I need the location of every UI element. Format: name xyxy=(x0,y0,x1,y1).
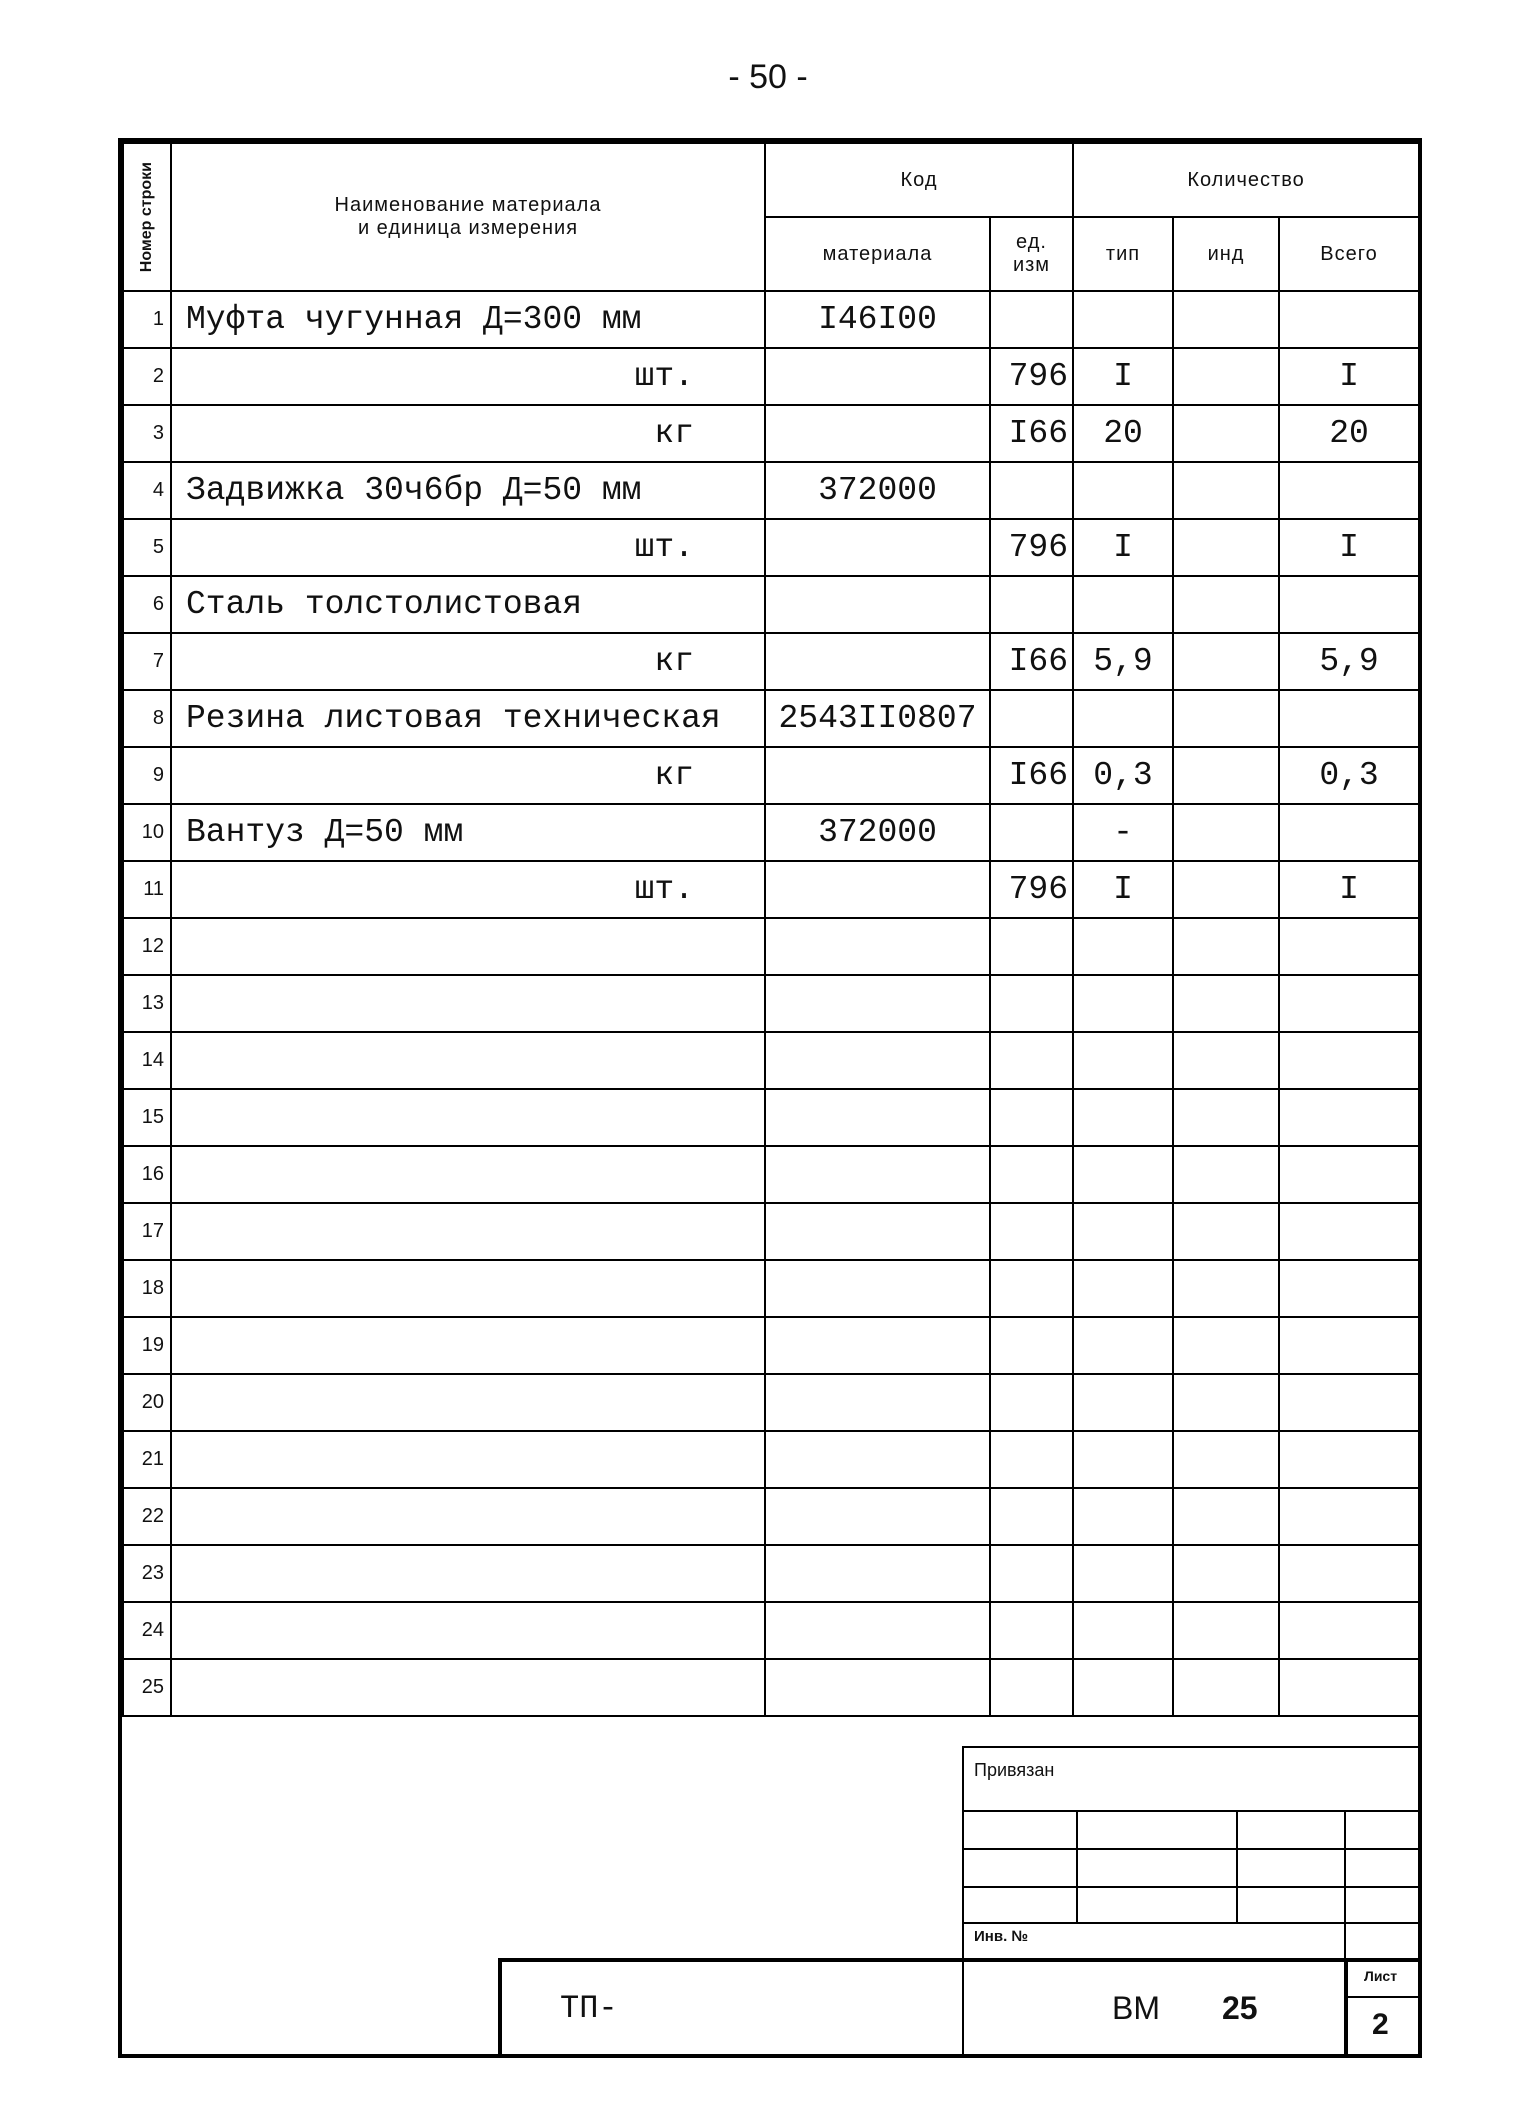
table-row xyxy=(123,918,1419,975)
table-body xyxy=(123,291,1419,1716)
unit-code-cell xyxy=(990,1089,1073,1146)
qty-type-cell xyxy=(1073,291,1173,348)
code-header: Код xyxy=(765,143,1073,217)
name-header-line1: Наименование материала xyxy=(334,194,602,216)
material-name-cell xyxy=(171,1032,765,1089)
unit-code-cell: 796 xyxy=(990,348,1073,405)
unit-of-measure: шт. xyxy=(634,871,694,908)
unit-of-measure: кг xyxy=(654,643,694,680)
linked-label: Привязан xyxy=(974,1760,1055,1780)
qty-type-cell xyxy=(1073,576,1173,633)
material-name-cell xyxy=(171,804,765,861)
qty-ind-cell xyxy=(1173,1203,1279,1260)
grid-hline-1 xyxy=(962,1848,1422,1850)
qty-type-cell: I xyxy=(1073,861,1173,918)
material-name-cell xyxy=(171,1545,765,1602)
qty-ind-cell xyxy=(1173,1431,1279,1488)
material-code-cell xyxy=(765,1545,990,1602)
qty-total-cell xyxy=(1279,1431,1419,1488)
material-name-cell xyxy=(171,1203,765,1260)
qty-total-cell: 0,3 xyxy=(1279,747,1419,804)
material-name-cell xyxy=(171,1146,765,1203)
qty-total-cell: 5,9 xyxy=(1279,633,1419,690)
qty-ind-cell xyxy=(1173,1602,1279,1659)
qty-total-cell xyxy=(1279,1089,1419,1146)
unit-code-header-line2: изм xyxy=(1012,254,1051,276)
row-number-cell: 1 xyxy=(123,291,171,348)
row-number-cell: 3 xyxy=(123,405,171,462)
unit-code-cell: I66 xyxy=(990,747,1073,804)
row-number-label: Номер строки xyxy=(138,161,155,273)
row-number-cell: 18 xyxy=(123,1260,171,1317)
row-number-cell: 21 xyxy=(123,1431,171,1488)
material-code-cell: 2543II0807 xyxy=(765,690,990,747)
qty-type-cell xyxy=(1073,1260,1173,1317)
unit-code-cell xyxy=(990,1602,1073,1659)
unit-code-cell xyxy=(990,1032,1073,1089)
unit-code-cell: 796 xyxy=(990,519,1073,576)
page-number: - 50 - xyxy=(728,58,808,96)
material-name-cell xyxy=(171,690,765,747)
qty-total-cell xyxy=(1279,1488,1419,1545)
type-header: тип xyxy=(1073,217,1173,291)
qty-ind-cell xyxy=(1173,519,1279,576)
grid-vline-2 xyxy=(1236,1812,1238,1922)
unit-of-measure: шт. xyxy=(634,529,694,566)
material-name: Задвижка 30ч6бр Д=50 мм xyxy=(186,472,642,509)
material-code-cell xyxy=(765,1032,990,1089)
doc-mark: ВМ xyxy=(1112,1990,1160,2026)
material-code-cell xyxy=(765,861,990,918)
unit-code-cell xyxy=(990,576,1073,633)
total-header: Всего xyxy=(1279,217,1419,291)
material-code-cell xyxy=(765,747,990,804)
qty-type-cell xyxy=(1073,1317,1173,1374)
qty-type-cell: 5,9 xyxy=(1073,633,1173,690)
row-number-cell: 22 xyxy=(123,1488,171,1545)
table-row xyxy=(123,1260,1419,1317)
qty-ind-cell xyxy=(1173,1032,1279,1089)
material-name-cell xyxy=(171,291,765,348)
table-row xyxy=(123,291,1419,348)
unit-code-cell xyxy=(990,1146,1073,1203)
row-number-cell: 14 xyxy=(123,1032,171,1089)
sheet-number: 2 xyxy=(1372,2008,1389,2041)
qty-total-cell xyxy=(1279,462,1419,519)
qty-type-cell xyxy=(1073,1659,1173,1716)
table-row xyxy=(123,519,1419,576)
qty-ind-cell xyxy=(1173,291,1279,348)
table-row xyxy=(123,1317,1419,1374)
qty-total-cell: I xyxy=(1279,348,1419,405)
material-code-header: материала xyxy=(765,217,990,291)
qty-type-cell xyxy=(1073,1374,1173,1431)
table-row xyxy=(123,1488,1419,1545)
qty-ind-cell xyxy=(1173,576,1279,633)
row-number-cell: 8 xyxy=(123,690,171,747)
row-number-cell: 19 xyxy=(123,1317,171,1374)
table-row xyxy=(123,747,1419,804)
qty-type-cell xyxy=(1073,462,1173,519)
unit-code-header-line1: ед. xyxy=(1016,231,1047,253)
qty-total-cell xyxy=(1279,1602,1419,1659)
material-code-cell xyxy=(765,918,990,975)
unit-code-cell xyxy=(990,1374,1073,1431)
row-number-cell: 20 xyxy=(123,1374,171,1431)
project-code: ТП- xyxy=(560,1990,618,2027)
qty-type-cell xyxy=(1073,975,1173,1032)
unit-code-cell xyxy=(990,1260,1073,1317)
sheet-label: Лист xyxy=(1364,1968,1398,1984)
qty-total-cell xyxy=(1279,576,1419,633)
material-code-cell xyxy=(765,975,990,1032)
unit-code-cell xyxy=(990,1659,1073,1716)
qty-type-cell xyxy=(1073,918,1173,975)
ind-header: инд xyxy=(1173,217,1279,291)
qty-ind-cell xyxy=(1173,1260,1279,1317)
material-code-cell: 372000 xyxy=(765,462,990,519)
material-name-cell xyxy=(171,1374,765,1431)
table-row xyxy=(123,690,1419,747)
qty-ind-cell xyxy=(1173,804,1279,861)
qty-total-cell xyxy=(1279,804,1419,861)
grid-hline-2 xyxy=(962,1886,1422,1888)
unit-of-measure: кг xyxy=(654,415,694,452)
material-name-cell xyxy=(171,348,765,405)
qty-type-cell xyxy=(1073,1488,1173,1545)
qty-ind-cell xyxy=(1173,861,1279,918)
row-number-cell: 15 xyxy=(123,1089,171,1146)
material-name-cell xyxy=(171,1488,765,1545)
material-code-cell xyxy=(765,1146,990,1203)
qty-type-cell xyxy=(1073,1089,1173,1146)
unit-code-cell xyxy=(990,918,1073,975)
table-row xyxy=(123,1431,1419,1488)
unit-code-cell xyxy=(990,1317,1073,1374)
grid-hline-3 xyxy=(962,1922,1422,1924)
material-name: Сталь толстолистовая xyxy=(186,586,583,623)
material-name-cell xyxy=(171,405,765,462)
qty-total-cell: I xyxy=(1279,861,1419,918)
table-row xyxy=(123,1602,1419,1659)
material-name: Резина листовая техническая xyxy=(186,700,721,737)
material-name: Муфта чугунная Д=300 мм xyxy=(186,301,642,338)
material-code-cell xyxy=(765,1089,990,1146)
row-number-cell: 2 xyxy=(123,348,171,405)
qty-total-cell xyxy=(1279,1659,1419,1716)
row-number-cell: 23 xyxy=(123,1545,171,1602)
row-number-cell: 9 xyxy=(123,747,171,804)
table-row xyxy=(123,861,1419,918)
qty-total-cell xyxy=(1279,918,1419,975)
material-name-cell xyxy=(171,1431,765,1488)
qty-total-cell: I xyxy=(1279,519,1419,576)
row-number-cell: 5 xyxy=(123,519,171,576)
table-row xyxy=(123,804,1419,861)
materials-table xyxy=(122,142,1420,1717)
qty-ind-cell xyxy=(1173,462,1279,519)
sheet-divider xyxy=(1344,1996,1422,1998)
table-row xyxy=(123,405,1419,462)
material-code-cell xyxy=(765,1488,990,1545)
qty-type-cell xyxy=(1073,690,1173,747)
table-row xyxy=(123,1659,1419,1716)
qty-total-cell xyxy=(1279,1032,1419,1089)
row-number-cell: 25 xyxy=(123,1659,171,1716)
table-row xyxy=(123,462,1419,519)
approval-grid xyxy=(962,1812,1422,1922)
material-code-cell xyxy=(765,1602,990,1659)
qty-ind-cell xyxy=(1173,975,1279,1032)
material-name: Вантуз Д=50 мм xyxy=(186,814,464,851)
table-row xyxy=(123,975,1419,1032)
table-row xyxy=(123,1374,1419,1431)
qty-total-cell xyxy=(1279,1545,1419,1602)
unit-code-cell xyxy=(990,1203,1073,1260)
qty-ind-cell xyxy=(1173,690,1279,747)
qty-type-cell xyxy=(1073,1146,1173,1203)
table-row xyxy=(123,633,1419,690)
material-name-cell xyxy=(171,918,765,975)
qty-ind-cell xyxy=(1173,918,1279,975)
qty-ind-cell xyxy=(1173,633,1279,690)
qty-total-cell xyxy=(1279,975,1419,1032)
doc-number: 25 xyxy=(1222,1990,1258,2026)
table-row xyxy=(123,1146,1419,1203)
name-header xyxy=(171,143,765,291)
qty-type-cell: I xyxy=(1073,519,1173,576)
material-code-cell: 372000 xyxy=(765,804,990,861)
material-name-cell xyxy=(171,1602,765,1659)
qty-ind-cell xyxy=(1173,747,1279,804)
unit-code-cell xyxy=(990,1545,1073,1602)
unit-code-cell: I66 xyxy=(990,633,1073,690)
table-row xyxy=(123,1545,1419,1602)
row-number-cell: 4 xyxy=(123,462,171,519)
qty-type-cell xyxy=(1073,1203,1173,1260)
unit-code-cell xyxy=(990,690,1073,747)
inv-label: Инв. № xyxy=(974,1928,1029,1945)
qty-ind-cell xyxy=(1173,348,1279,405)
material-code-cell xyxy=(765,1431,990,1488)
qty-type-cell xyxy=(1073,1431,1173,1488)
material-name-cell xyxy=(171,576,765,633)
qty-ind-cell xyxy=(1173,1659,1279,1716)
unit-code-cell: I66 xyxy=(990,405,1073,462)
material-name-cell xyxy=(171,633,765,690)
unit-code-cell xyxy=(990,1431,1073,1488)
material-name-cell xyxy=(171,975,765,1032)
unit-code-header xyxy=(990,217,1073,291)
grid-vline-1 xyxy=(1076,1812,1078,1922)
qty-type-cell: 20 xyxy=(1073,405,1173,462)
row-number-cell: 24 xyxy=(123,1602,171,1659)
table-row xyxy=(123,576,1419,633)
unit-of-measure: кг xyxy=(654,757,694,794)
qty-total-cell xyxy=(1279,1203,1419,1260)
stamp-box xyxy=(498,1958,1422,2058)
material-name-cell xyxy=(171,1089,765,1146)
qty-ind-cell xyxy=(1173,1545,1279,1602)
row-number-cell: 6 xyxy=(123,576,171,633)
material-name-cell xyxy=(171,1659,765,1716)
qty-ind-cell xyxy=(1173,405,1279,462)
quantity-header: Количество xyxy=(1073,143,1419,217)
unit-code-cell xyxy=(990,975,1073,1032)
row-number-cell: 16 xyxy=(123,1146,171,1203)
qty-type-cell xyxy=(1073,1602,1173,1659)
material-code-cell xyxy=(765,405,990,462)
qty-type-cell: 0,3 xyxy=(1073,747,1173,804)
unit-code-cell xyxy=(990,462,1073,519)
row-number-cell: 10 xyxy=(123,804,171,861)
table-row xyxy=(123,1089,1419,1146)
material-name-cell xyxy=(171,462,765,519)
unit-code-cell xyxy=(990,291,1073,348)
qty-ind-cell xyxy=(1173,1488,1279,1545)
material-name-cell xyxy=(171,1260,765,1317)
material-code-cell xyxy=(765,633,990,690)
material-name-cell xyxy=(171,861,765,918)
qty-ind-cell xyxy=(1173,1317,1279,1374)
qty-total-cell xyxy=(1279,690,1419,747)
material-code-cell xyxy=(765,1659,990,1716)
qty-type-cell: I xyxy=(1073,348,1173,405)
table-row xyxy=(123,1203,1419,1260)
material-code-cell: I46I00 xyxy=(765,291,990,348)
qty-total-cell xyxy=(1279,291,1419,348)
material-code-cell xyxy=(765,1317,990,1374)
qty-type-cell xyxy=(1073,1032,1173,1089)
qty-ind-cell xyxy=(1173,1146,1279,1203)
qty-type-cell xyxy=(1073,1545,1173,1602)
material-name-cell xyxy=(171,747,765,804)
material-name-cell xyxy=(171,519,765,576)
row-number-cell: 17 xyxy=(123,1203,171,1260)
material-code-cell xyxy=(765,1260,990,1317)
qty-total-cell xyxy=(1279,1317,1419,1374)
table-row xyxy=(123,1032,1419,1089)
qty-total-cell xyxy=(1279,1374,1419,1431)
row-number-cell: 12 xyxy=(123,918,171,975)
material-code-cell xyxy=(765,1203,990,1260)
row-number-cell: 7 xyxy=(123,633,171,690)
material-name-cell xyxy=(171,1317,765,1374)
material-code-cell xyxy=(765,348,990,405)
row-number-cell: 13 xyxy=(123,975,171,1032)
unit-code-cell xyxy=(990,804,1073,861)
row-number-header xyxy=(123,143,171,291)
qty-type-cell: - xyxy=(1073,804,1173,861)
qty-total-cell: 20 xyxy=(1279,405,1419,462)
unit-of-measure: шт. xyxy=(634,358,694,395)
qty-ind-cell xyxy=(1173,1374,1279,1431)
material-code-cell xyxy=(765,519,990,576)
material-code-cell xyxy=(765,576,990,633)
material-code-cell xyxy=(765,1374,990,1431)
qty-total-cell xyxy=(1279,1260,1419,1317)
row-number-cell: 11 xyxy=(123,861,171,918)
name-header-line2: и единица измерения xyxy=(357,217,579,239)
unit-code-cell: 796 xyxy=(990,861,1073,918)
qty-ind-cell xyxy=(1173,1089,1279,1146)
unit-code-cell xyxy=(990,1488,1073,1545)
table-row xyxy=(123,348,1419,405)
qty-total-cell xyxy=(1279,1146,1419,1203)
